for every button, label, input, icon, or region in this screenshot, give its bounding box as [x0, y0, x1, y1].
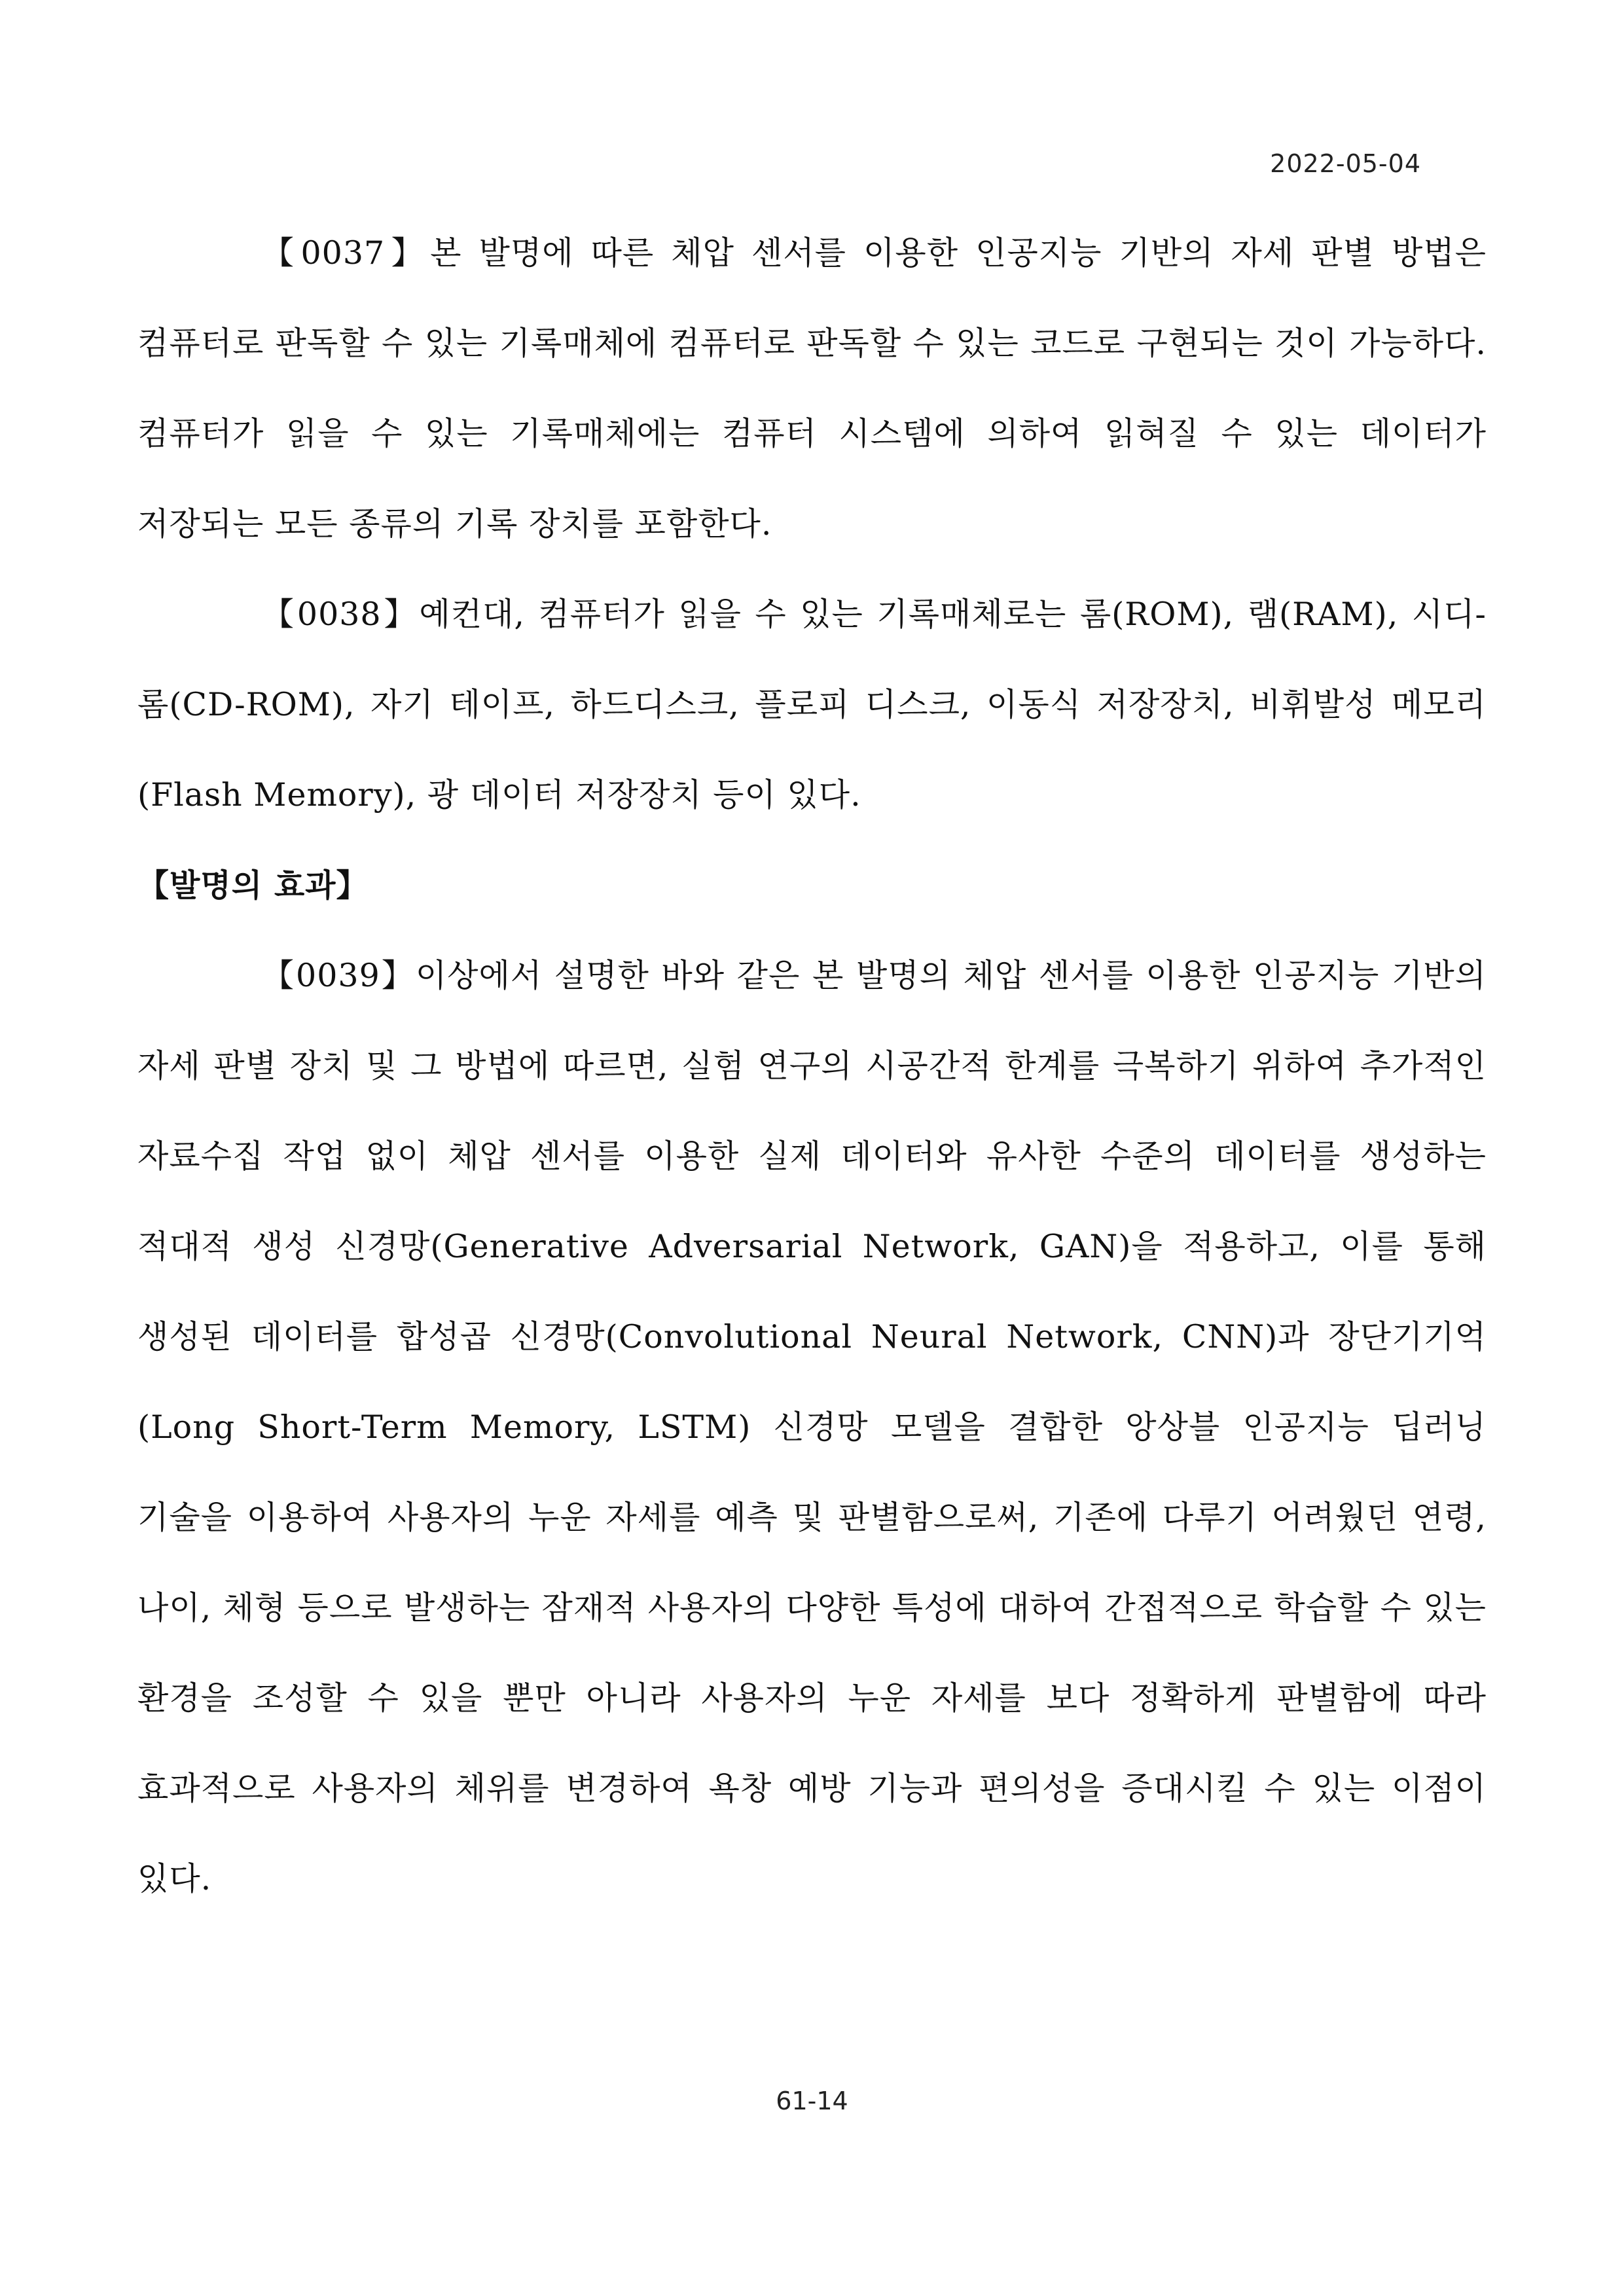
section-heading: 【발명의 효과】: [137, 867, 369, 904]
paragraph-0037: [137, 208, 1487, 569]
paragraph-number: 【0038】: [262, 596, 420, 633]
paragraph-text: 본 발명에 따른 체압 센서를 이용한 인공지능 기반의 자세 판별 방법은 컴퓨터로 판독할 수 있는 기록매체에 컴퓨터로 판독할 수 있는 코드로 구현되는 것이 가능하다. 컴퓨터가 읽을 수 있는 기록매체에는 컴퓨터 시스템에 의하여 읽혀질 수 있는 데이터가 저장되는 모든 종류의 기록 장치를 포함한다.: [137, 234, 1487, 543]
paragraph-text: 이상에서 설명한 바와 같은 본 발명의 체압 센서를 이용한 인공지능 기반의 자세 판별 장치 및 그 방법에 따르면, 실험 연구의 시공간적 한계를 극복하기 위하여 추가적인 자료수집 작업 없이 체압 센서를 이용한 실제 데이터와 유사한 수준의 데이터를 생성하는 적대적 생성 신경망(Generative Adversarial Network, GAN)을 적용하고, 이를 통해 생성된 데이터를 합성곱 신경망(Convolutional Neural Network, CNN)과 장단기기억(Long Short-Term Memory, LSTM) 신경망 모델을 결합한 앙상블 인공지능 딥러닝 기술을 이용하여 사용자의 누운 자세를 예측 및 판별함으로써, 기존에 다루기 어려웠던 연령, 나이, 체형 등으로 발생하는 잠재적 사용자의 다양한 특성에 대하여 간접적으로 학습할 수 있는 환경을 조성할 수 있을 뿐만 아니라 사용자의 누운 자세를 보다 정확하게 판별함에 따라 효과적으로 사용자의 체위를 변경하여 욕창 예방 기능과 편의성을 증대시킬 수 있는 이점이 있다.: [137, 957, 1487, 1897]
paragraph-number: 【0037】: [262, 234, 431, 272]
page-number: 61-14: [776, 2087, 848, 2115]
paragraph-text: 예컨대, 컴퓨터가 읽을 수 있는 기록매체로는 롬(ROM), 램(RAM), 시디-롬(CD-ROM), 자기 테이프, 하드디스크, 플로피 디스크, 이동식 저장장치, 비휘발성 메모리(Flash Memory), 광 데이터 저장장치 등이 있다.: [137, 596, 1487, 814]
paragraph-0038: [137, 569, 1487, 840]
document-date: 2022-05-04: [1270, 149, 1421, 178]
document-body: [137, 208, 1487, 1924]
paragraph-0039: [137, 931, 1487, 1924]
paragraph-number: 【0039】: [262, 957, 416, 994]
